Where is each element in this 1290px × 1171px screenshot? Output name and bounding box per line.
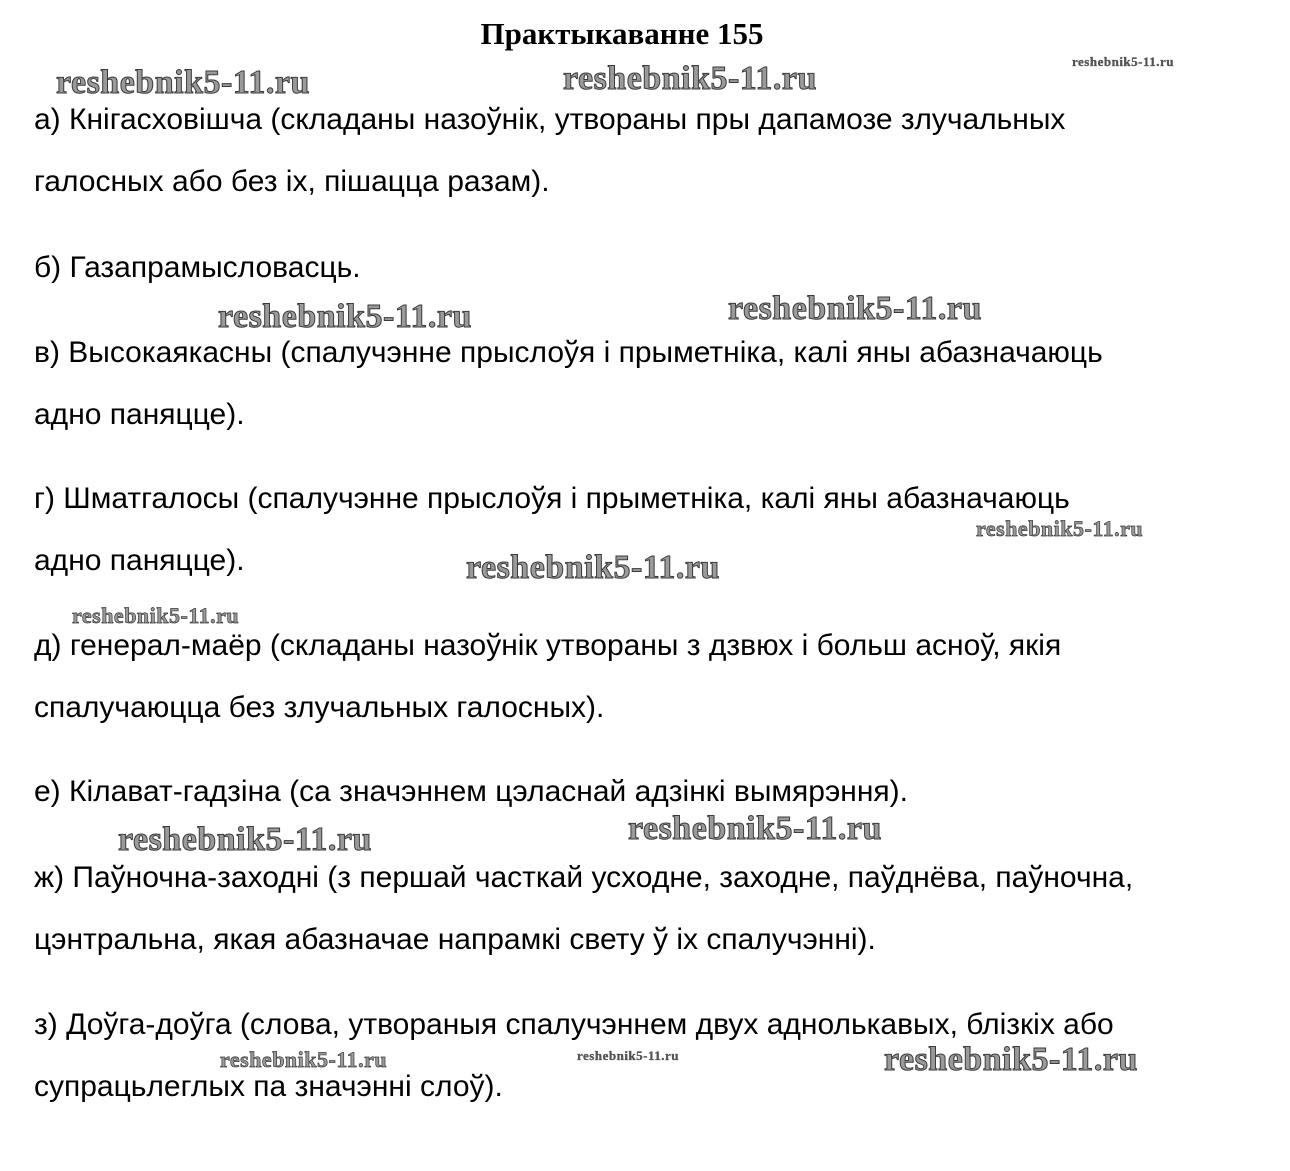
text-line-g-1: г) Шматгалосы (спалучэнне прыслоўя і прыметніка, калі яны абазначаюць — [34, 482, 1070, 515]
text-line-d-2: спалучаюцца без злучальных галосных). — [34, 691, 605, 724]
text-line-zh-1: ж) Паўночна-заходні (з першай часткай усходне, заходне, паўднёва, паўночна, — [34, 861, 1134, 894]
text-line-d-1: д) генерал-маёр (складаны назоўнік утвораны з дзвюх і больш асноў, якія — [34, 629, 1062, 662]
watermark: reshebnik5-11.ru — [628, 810, 882, 847]
text-line-v-2: адно паняцце). — [34, 398, 245, 431]
watermark: reshebnik5-11.ru — [563, 60, 817, 97]
text-line-e-1: е) Кілават-гадзіна (са значэннем цэласнай адзінкі вымярэння). — [34, 775, 908, 808]
text-line-g-2: адно паняцце). — [34, 544, 245, 577]
text-line-zh-2: цэнтральна, якая абазначае напрамкі свету ў іх спалучэнні). — [34, 923, 876, 956]
watermark: reshebnik5-11.ru — [728, 290, 982, 327]
watermark: reshebnik5-11.ru — [220, 1047, 388, 1072]
text-line-z-2: супрацьлеглых па значэнні слоў). — [34, 1070, 503, 1103]
text-line-v-1: в) Высокаякасны (спалучэнне прыслоўя і прыметніка, калі яны абазначаюць — [34, 336, 1103, 369]
watermark: reshebnik5-11.ru — [1072, 54, 1175, 69]
watermark: reshebnik5-11.ru — [577, 1048, 680, 1063]
text-line-z-1: з) Доўга-доўга (слова, утвораныя спалучэннем двух аднолькавых, блізкіх або — [34, 1008, 1114, 1041]
watermark: reshebnik5-11.ru — [72, 603, 240, 628]
watermark: reshebnik5-11.ru — [884, 1041, 1138, 1078]
text-line-a-2: галосных або без іх, пішацца разам). — [34, 165, 550, 198]
text-line-a-1: а) Кнігасховішча (складаны назоўнік, утвораны пры дапамозе злучальных — [34, 103, 1066, 136]
watermark: reshebnik5-11.ru — [976, 516, 1144, 541]
watermark: reshebnik5-11.ru — [218, 298, 472, 335]
watermark: reshebnik5-11.ru — [56, 64, 310, 101]
text-line-b-1: б) Газапрамысловасць. — [34, 251, 361, 284]
watermark: reshebnik5-11.ru — [118, 821, 372, 858]
watermark: reshebnik5-11.ru — [466, 549, 720, 586]
page-title: Практыкаванне 155 — [480, 16, 764, 51]
